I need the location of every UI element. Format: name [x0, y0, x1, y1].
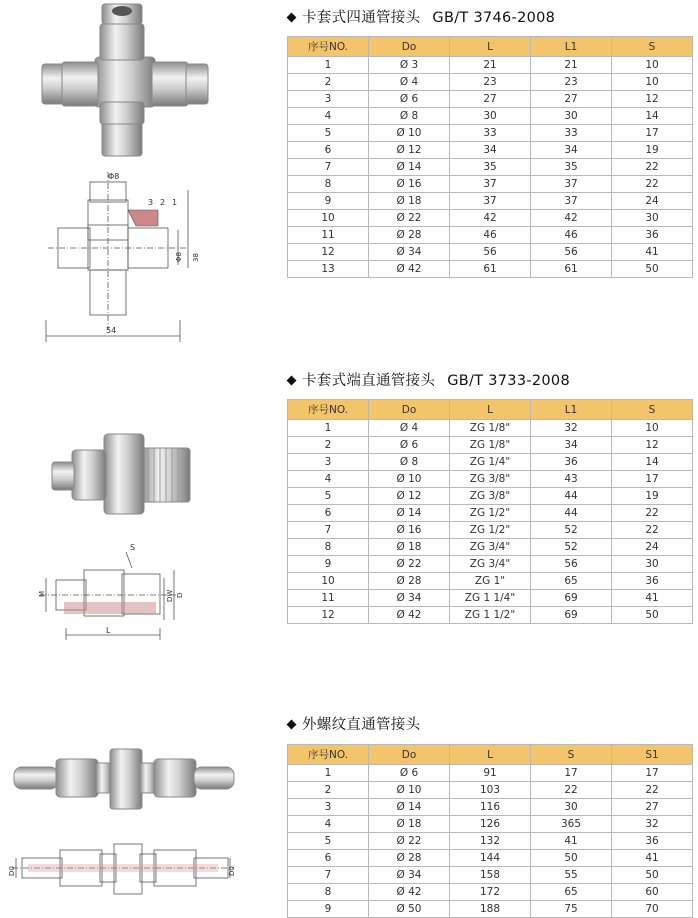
- table-cell: 7: [288, 159, 369, 176]
- table-cell: 43: [531, 471, 612, 488]
- column-header: L: [450, 745, 531, 765]
- table-cell: Ø 4: [369, 420, 450, 437]
- column-header: 序号NO.: [288, 37, 369, 57]
- table-cell: 132: [450, 833, 531, 850]
- table-cell: 10: [288, 210, 369, 227]
- table-row: [288, 91, 693, 108]
- table-cell: 30: [531, 799, 612, 816]
- table-cell: Ø 6: [369, 765, 450, 782]
- column-header: L: [450, 400, 531, 420]
- table-header-row: [288, 37, 693, 57]
- table-cell: 46: [450, 227, 531, 244]
- standard-code: GB/T 3746-2008: [432, 10, 556, 26]
- table-cell: 42: [450, 210, 531, 227]
- table-cell: Ø 22: [369, 210, 450, 227]
- table-cell: 32: [531, 420, 612, 437]
- dim-label: D0: [8, 866, 16, 876]
- table-row: [288, 522, 693, 539]
- table-header-row: [288, 400, 693, 420]
- table-cell: 158: [450, 867, 531, 884]
- table-cell: 19: [612, 488, 693, 505]
- table-cell: 65: [531, 573, 612, 590]
- table-cell: 10: [612, 57, 693, 74]
- table-cell: 30: [612, 210, 693, 227]
- table-cell: Ø 3: [369, 57, 450, 74]
- table-cell: 6: [288, 505, 369, 522]
- table-cell: 27: [450, 91, 531, 108]
- table-cell: Ø 12: [369, 142, 450, 159]
- table-cell: 69: [531, 590, 612, 607]
- table-cell: 12: [288, 244, 369, 261]
- table-cell: 1: [288, 57, 369, 74]
- section-title: 卡套式端直通管接头 GB/T 3733-2008: [286, 369, 570, 390]
- table-cell: 17: [531, 765, 612, 782]
- cross-fitting-drawing: [38, 170, 218, 345]
- table-cell: 41: [531, 833, 612, 850]
- table-cell: 36: [612, 573, 693, 590]
- table-cell: 9: [288, 556, 369, 573]
- table-row: [288, 884, 693, 901]
- table-row: [288, 505, 693, 522]
- table-cell: 2: [288, 74, 369, 91]
- table-cell: 50: [612, 261, 693, 278]
- table-row: [288, 227, 693, 244]
- table-cell: 17: [612, 765, 693, 782]
- table-cell: 22: [612, 505, 693, 522]
- table-cell: 22: [612, 176, 693, 193]
- table-cell: 22: [612, 159, 693, 176]
- table-cell: 33: [450, 125, 531, 142]
- table-row: [288, 488, 693, 505]
- dim-label: Φ8: [108, 172, 120, 181]
- column-header: 序号NO.: [288, 745, 369, 765]
- table-cell: 126: [450, 816, 531, 833]
- table-cell: Ø 4: [369, 74, 450, 91]
- table-row: [288, 833, 693, 850]
- section-title: 外螺纹直通管接头: [286, 713, 420, 734]
- table-cell: 144: [450, 850, 531, 867]
- table-cell: 17: [612, 471, 693, 488]
- table-row: [288, 193, 693, 210]
- table-cell: 30: [450, 108, 531, 125]
- table-row: [288, 176, 693, 193]
- table-cell: 21: [531, 57, 612, 74]
- table-cell: 46: [531, 227, 612, 244]
- table-cell: 5: [288, 833, 369, 850]
- table-row: [288, 607, 693, 624]
- table-cell: 4: [288, 471, 369, 488]
- table-cell: 8: [288, 539, 369, 556]
- table-row: [288, 159, 693, 176]
- table-cell: Ø 16: [369, 176, 450, 193]
- male-connector-drawing: [36, 540, 186, 650]
- table-cell: 30: [531, 108, 612, 125]
- table-cell: 37: [531, 193, 612, 210]
- table-row: [288, 261, 693, 278]
- table-cell: Ø 42: [369, 884, 450, 901]
- table-cell: 65: [531, 884, 612, 901]
- table-cell: 3: [288, 454, 369, 471]
- table-cell: 75: [531, 901, 612, 918]
- table-cell: Ø 18: [369, 816, 450, 833]
- spec-table: [287, 744, 693, 918]
- section-title: 卡套式四通管接头 GB/T 3746-2008: [286, 6, 555, 27]
- table-cell: ZG 3/8": [450, 488, 531, 505]
- table-cell: 23: [450, 74, 531, 91]
- column-header: L1: [531, 37, 612, 57]
- table-row: [288, 539, 693, 556]
- table-cell: 41: [612, 244, 693, 261]
- table-cell: 3: [288, 799, 369, 816]
- table-cell: 56: [531, 244, 612, 261]
- table-cell: 23: [531, 74, 612, 91]
- table-row: [288, 142, 693, 159]
- table-cell: 2: [288, 437, 369, 454]
- standard-code: GB/T 3733-2008: [447, 373, 570, 389]
- table-cell: 4: [288, 816, 369, 833]
- table-row: [288, 420, 693, 437]
- table-cell: 34: [531, 437, 612, 454]
- table-cell: Ø 6: [369, 437, 450, 454]
- table-cell: 32: [612, 816, 693, 833]
- part-label: 3: [148, 198, 154, 207]
- table-cell: Ø 28: [369, 573, 450, 590]
- column-header: Do: [369, 37, 450, 57]
- table-cell: Ø 28: [369, 227, 450, 244]
- table-cell: 61: [531, 261, 612, 278]
- table-row: [288, 437, 693, 454]
- table-cell: 42: [531, 210, 612, 227]
- table-cell: Ø 12: [369, 488, 450, 505]
- table-cell: 60: [612, 884, 693, 901]
- table-cell: Ø 8: [369, 108, 450, 125]
- table-row: [288, 108, 693, 125]
- column-header: S: [612, 400, 693, 420]
- table-cell: 1: [288, 765, 369, 782]
- table-header-row: [288, 745, 693, 765]
- table-cell: 188: [450, 901, 531, 918]
- table-cell: 7: [288, 867, 369, 884]
- table-cell: Ø 34: [369, 244, 450, 261]
- table-cell: 37: [531, 176, 612, 193]
- table-cell: 4: [288, 108, 369, 125]
- table-row: [288, 471, 693, 488]
- table-cell: 41: [612, 590, 693, 607]
- table-cell: 27: [531, 91, 612, 108]
- table-cell: 2: [288, 782, 369, 799]
- column-header: S1: [612, 745, 693, 765]
- table-cell: ZG 3/4": [450, 556, 531, 573]
- table-row: [288, 867, 693, 884]
- table-row: [288, 765, 693, 782]
- table-cell: ZG 1 1/4": [450, 590, 531, 607]
- table-cell: 22: [612, 782, 693, 799]
- table-cell: 56: [531, 556, 612, 573]
- table-cell: ZG 3/4": [450, 539, 531, 556]
- dim-label: 54: [106, 326, 117, 335]
- table-cell: 70: [612, 901, 693, 918]
- dim-label: D: [176, 592, 184, 598]
- table-cell: 14: [612, 108, 693, 125]
- table-cell: Ø 18: [369, 539, 450, 556]
- table-cell: ZG 1/2": [450, 505, 531, 522]
- table-cell: 30: [612, 556, 693, 573]
- table-row: [288, 125, 693, 142]
- table-cell: Ø 42: [369, 607, 450, 624]
- table-cell: 44: [531, 505, 612, 522]
- table-cell: Ø 50: [369, 901, 450, 918]
- table-cell: 61: [450, 261, 531, 278]
- table-cell: 50: [531, 850, 612, 867]
- dim-label: S: [130, 543, 136, 552]
- table-cell: 5: [288, 488, 369, 505]
- straight-union-photo-image: [12, 745, 237, 815]
- male-connector-photo-image: [44, 420, 194, 530]
- table-cell: 35: [531, 159, 612, 176]
- table-cell: 103: [450, 782, 531, 799]
- table-cell: 37: [450, 176, 531, 193]
- table-cell: 50: [612, 867, 693, 884]
- column-header: S: [612, 37, 693, 57]
- diamond-bullet-icon: [287, 12, 297, 22]
- table-row: [288, 799, 693, 816]
- table-cell: 365: [531, 816, 612, 833]
- dim-label: M: [38, 590, 46, 597]
- table-cell: 6: [288, 850, 369, 867]
- table-row: [288, 850, 693, 867]
- table-cell: 56: [450, 244, 531, 261]
- table-row: [288, 57, 693, 74]
- table-cell: 33: [531, 125, 612, 142]
- table-cell: 35: [450, 159, 531, 176]
- table-cell: ZG 1/4": [450, 454, 531, 471]
- dim-label: DW: [166, 589, 174, 602]
- cross-fitting-photo-image: [40, 2, 210, 162]
- table-cell: Ø 14: [369, 505, 450, 522]
- table-cell: 11: [288, 590, 369, 607]
- column-header: S: [531, 745, 612, 765]
- table-cell: 6: [288, 142, 369, 159]
- table-row: [288, 816, 693, 833]
- table-cell: 3: [288, 91, 369, 108]
- part-label: 1: [172, 198, 178, 207]
- table-cell: 37: [450, 193, 531, 210]
- diamond-bullet-icon: [287, 719, 297, 729]
- table-cell: Ø 18: [369, 193, 450, 210]
- column-header: Do: [369, 745, 450, 765]
- spec-table: [287, 399, 693, 624]
- table-cell: 50: [612, 607, 693, 624]
- table-cell: Ø 22: [369, 833, 450, 850]
- table-cell: Ø 10: [369, 782, 450, 799]
- table-cell: Ø 34: [369, 867, 450, 884]
- table-cell: Ø 14: [369, 159, 450, 176]
- part-label: 2: [160, 198, 166, 207]
- table-row: [288, 454, 693, 471]
- table-cell: ZG 1/8": [450, 420, 531, 437]
- table-cell: 9: [288, 193, 369, 210]
- table-cell: 10: [612, 74, 693, 91]
- dim-label: L: [106, 626, 111, 635]
- table-cell: Ø 6: [369, 91, 450, 108]
- table-cell: 14: [612, 454, 693, 471]
- table-cell: 7: [288, 522, 369, 539]
- table-cell: 1: [288, 420, 369, 437]
- column-header: L: [450, 37, 531, 57]
- dim-label: Φ8: [175, 252, 183, 262]
- table-row: [288, 244, 693, 261]
- table-cell: 69: [531, 607, 612, 624]
- table-cell: Ø 8: [369, 454, 450, 471]
- table-cell: 17: [612, 125, 693, 142]
- table-cell: 36: [531, 454, 612, 471]
- dim-label: D0: [228, 866, 236, 876]
- table-cell: 8: [288, 176, 369, 193]
- table-cell: 12: [612, 437, 693, 454]
- table-cell: 19: [612, 142, 693, 159]
- table-cell: 22: [531, 782, 612, 799]
- table-cell: ZG 1 1/2": [450, 607, 531, 624]
- diamond-bullet-icon: [287, 375, 297, 385]
- table-cell: 13: [288, 261, 369, 278]
- table-cell: 24: [612, 193, 693, 210]
- straight-union-drawing: [8, 838, 238, 898]
- table-cell: Ø 16: [369, 522, 450, 539]
- table-cell: Ø 10: [369, 125, 450, 142]
- table-cell: 34: [531, 142, 612, 159]
- column-header: Do: [369, 400, 450, 420]
- table-cell: 22: [612, 522, 693, 539]
- table-cell: Ø 42: [369, 261, 450, 278]
- table-cell: 36: [612, 227, 693, 244]
- spec-table: [287, 36, 693, 278]
- table-cell: 44: [531, 488, 612, 505]
- table-row: [288, 210, 693, 227]
- table-cell: Ø 14: [369, 799, 450, 816]
- table-cell: 12: [612, 91, 693, 108]
- table-cell: 34: [450, 142, 531, 159]
- table-cell: 10: [612, 420, 693, 437]
- table-cell: Ø 10: [369, 471, 450, 488]
- table-cell: 12: [288, 607, 369, 624]
- table-row: [288, 556, 693, 573]
- table-cell: 52: [531, 522, 612, 539]
- column-header: L1: [531, 400, 612, 420]
- table-row: [288, 782, 693, 799]
- table-cell: ZG 3/8": [450, 471, 531, 488]
- table-cell: 36: [612, 833, 693, 850]
- table-cell: 41: [612, 850, 693, 867]
- table-cell: Ø 28: [369, 850, 450, 867]
- table-row: [288, 590, 693, 607]
- table-cell: 91: [450, 765, 531, 782]
- table-cell: 52: [531, 539, 612, 556]
- table-cell: ZG 1": [450, 573, 531, 590]
- table-cell: 55: [531, 867, 612, 884]
- table-cell: 8: [288, 884, 369, 901]
- table-row: [288, 74, 693, 91]
- table-row: [288, 901, 693, 918]
- table-cell: 5: [288, 125, 369, 142]
- table-cell: 24: [612, 539, 693, 556]
- table-cell: 116: [450, 799, 531, 816]
- table-cell: 21: [450, 57, 531, 74]
- table-cell: 27: [612, 799, 693, 816]
- table-cell: 10: [288, 573, 369, 590]
- table-cell: 172: [450, 884, 531, 901]
- table-cell: Ø 22: [369, 556, 450, 573]
- table-cell: ZG 1/8": [450, 437, 531, 454]
- table-cell: ZG 1/2": [450, 522, 531, 539]
- table-cell: 11: [288, 227, 369, 244]
- column-header: 序号NO.: [288, 400, 369, 420]
- table-cell: 9: [288, 901, 369, 918]
- dim-label: 38: [192, 253, 200, 262]
- table-row: [288, 573, 693, 590]
- table-cell: Ø 34: [369, 590, 450, 607]
